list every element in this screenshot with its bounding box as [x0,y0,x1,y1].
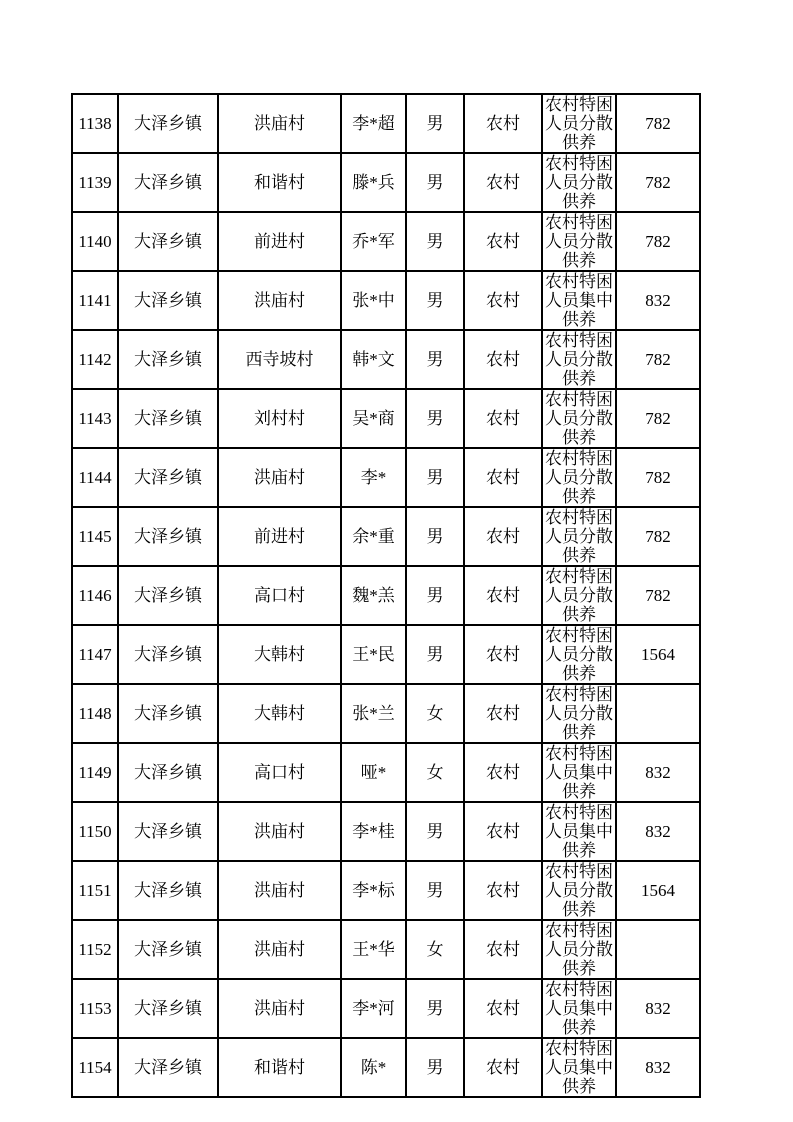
cell-gender: 女 [406,684,464,743]
cell-village-name: 洪庙村 [218,979,341,1038]
cell-person-name: 滕*兵 [341,153,406,212]
cell-subsidy-amount: 832 [616,802,700,861]
cell-person-name: 乔*军 [341,212,406,271]
cell-assistance-category: 农村特困人员集中供养 [542,1038,616,1097]
cell-assistance-category: 农村特困人员分散供养 [542,212,616,271]
cell-town-name: 大泽乡镇 [118,153,218,212]
cell-sequence-number: 1149 [72,743,118,802]
cell-household-region: 农村 [464,212,542,271]
cell-subsidy-amount: 782 [616,153,700,212]
cell-town-name: 大泽乡镇 [118,861,218,920]
cell-sequence-number: 1142 [72,330,118,389]
cell-household-region: 农村 [464,566,542,625]
cell-sequence-number: 1140 [72,212,118,271]
cell-village-name: 前进村 [218,212,341,271]
cell-sequence-number: 1145 [72,507,118,566]
cell-town-name: 大泽乡镇 [118,389,218,448]
cell-household-region: 农村 [464,94,542,153]
cell-gender: 男 [406,625,464,684]
cell-sequence-number: 1146 [72,566,118,625]
cell-town-name: 大泽乡镇 [118,507,218,566]
cell-household-region: 农村 [464,448,542,507]
cell-household-region: 农村 [464,330,542,389]
cell-sequence-number: 1141 [72,271,118,330]
cell-sequence-number: 1152 [72,920,118,979]
table-row [72,743,700,802]
subsidy-table [71,93,701,1098]
cell-assistance-category: 农村特困人员分散供养 [542,94,616,153]
cell-village-name: 西寺坡村 [218,330,341,389]
cell-sequence-number: 1150 [72,802,118,861]
cell-town-name: 大泽乡镇 [118,979,218,1038]
cell-sequence-number: 1139 [72,153,118,212]
cell-town-name: 大泽乡镇 [118,330,218,389]
cell-town-name: 大泽乡镇 [118,1038,218,1097]
cell-gender: 男 [406,448,464,507]
cell-village-name: 洪庙村 [218,920,341,979]
cell-subsidy-amount: 782 [616,448,700,507]
cell-person-name: 李*桂 [341,802,406,861]
cell-sequence-number: 1151 [72,861,118,920]
cell-household-region: 农村 [464,625,542,684]
table-row [72,566,700,625]
cell-gender: 男 [406,212,464,271]
cell-household-region: 农村 [464,743,542,802]
cell-person-name: 李*标 [341,861,406,920]
cell-subsidy-amount: 782 [616,389,700,448]
cell-village-name: 刘村村 [218,389,341,448]
cell-assistance-category: 农村特困人员集中供养 [542,743,616,802]
cell-gender: 男 [406,330,464,389]
cell-household-region: 农村 [464,684,542,743]
cell-assistance-category: 农村特困人员分散供养 [542,684,616,743]
table-row [72,94,700,153]
cell-assistance-category: 农村特困人员分散供养 [542,389,616,448]
cell-village-name: 洪庙村 [218,448,341,507]
cell-village-name: 大韩村 [218,684,341,743]
cell-village-name: 前进村 [218,507,341,566]
table-row [72,861,700,920]
cell-person-name: 王*民 [341,625,406,684]
cell-village-name: 洪庙村 [218,271,341,330]
cell-person-name: 张*兰 [341,684,406,743]
cell-sequence-number: 1144 [72,448,118,507]
cell-sequence-number: 1153 [72,979,118,1038]
cell-subsidy-amount: 832 [616,271,700,330]
cell-subsidy-amount: 782 [616,507,700,566]
cell-assistance-category: 农村特困人员分散供养 [542,448,616,507]
table-row [72,802,700,861]
cell-gender: 男 [406,802,464,861]
cell-town-name: 大泽乡镇 [118,271,218,330]
cell-person-name: 张*中 [341,271,406,330]
cell-gender: 男 [406,507,464,566]
cell-village-name: 洪庙村 [218,94,341,153]
cell-subsidy-amount: 782 [616,566,700,625]
table-row [72,448,700,507]
cell-subsidy-amount [616,920,700,979]
cell-town-name: 大泽乡镇 [118,743,218,802]
cell-household-region: 农村 [464,802,542,861]
cell-household-region: 农村 [464,153,542,212]
cell-sequence-number: 1138 [72,94,118,153]
cell-gender: 男 [406,566,464,625]
table-body [72,94,700,1097]
cell-town-name: 大泽乡镇 [118,684,218,743]
table-row [72,920,700,979]
cell-assistance-category: 农村特困人员分散供养 [542,507,616,566]
cell-village-name: 和谐村 [218,1038,341,1097]
cell-subsidy-amount: 782 [616,330,700,389]
cell-village-name: 高口村 [218,743,341,802]
cell-town-name: 大泽乡镇 [118,566,218,625]
table-row [72,330,700,389]
cell-sequence-number: 1148 [72,684,118,743]
cell-village-name: 和谐村 [218,153,341,212]
cell-gender: 男 [406,861,464,920]
cell-subsidy-amount: 782 [616,94,700,153]
cell-gender: 男 [406,271,464,330]
cell-assistance-category: 农村特困人员分散供养 [542,625,616,684]
cell-subsidy-amount: 1564 [616,861,700,920]
cell-person-name: 余*重 [341,507,406,566]
cell-assistance-category: 农村特困人员分散供养 [542,153,616,212]
table-row [72,271,700,330]
cell-assistance-category: 农村特困人员集中供养 [542,979,616,1038]
cell-gender: 男 [406,94,464,153]
table-row [72,212,700,271]
cell-village-name: 洪庙村 [218,861,341,920]
cell-assistance-category: 农村特困人员集中供养 [542,271,616,330]
cell-household-region: 农村 [464,1038,542,1097]
cell-gender: 男 [406,1038,464,1097]
cell-subsidy-amount: 782 [616,212,700,271]
cell-household-region: 农村 [464,920,542,979]
table-row [72,153,700,212]
cell-gender: 男 [406,389,464,448]
cell-gender: 男 [406,979,464,1038]
table-row [72,1038,700,1097]
cell-sequence-number: 1143 [72,389,118,448]
cell-subsidy-amount [616,684,700,743]
cell-assistance-category: 农村特困人员分散供养 [542,920,616,979]
cell-assistance-category: 农村特困人员分散供养 [542,861,616,920]
table-row [72,979,700,1038]
cell-village-name: 高口村 [218,566,341,625]
cell-assistance-category: 农村特困人员集中供养 [542,802,616,861]
table-row [72,625,700,684]
table-row [72,507,700,566]
cell-sequence-number: 1147 [72,625,118,684]
cell-household-region: 农村 [464,979,542,1038]
table-row [72,389,700,448]
cell-person-name: 吴*商 [341,389,406,448]
cell-person-name: 王*华 [341,920,406,979]
cell-assistance-category: 农村特困人员分散供养 [542,330,616,389]
cell-village-name: 大韩村 [218,625,341,684]
cell-person-name: 魏*羔 [341,566,406,625]
cell-person-name: 李*河 [341,979,406,1038]
cell-gender: 女 [406,920,464,979]
cell-subsidy-amount: 1564 [616,625,700,684]
cell-gender: 女 [406,743,464,802]
cell-household-region: 农村 [464,507,542,566]
cell-person-name: 哑* [341,743,406,802]
cell-subsidy-amount: 832 [616,1038,700,1097]
cell-person-name: 李* [341,448,406,507]
cell-town-name: 大泽乡镇 [118,448,218,507]
cell-town-name: 大泽乡镇 [118,802,218,861]
cell-assistance-category: 农村特困人员分散供养 [542,566,616,625]
cell-household-region: 农村 [464,271,542,330]
cell-subsidy-amount: 832 [616,979,700,1038]
cell-town-name: 大泽乡镇 [118,212,218,271]
cell-subsidy-amount: 832 [616,743,700,802]
cell-gender: 男 [406,153,464,212]
cell-town-name: 大泽乡镇 [118,625,218,684]
cell-town-name: 大泽乡镇 [118,94,218,153]
cell-sequence-number: 1154 [72,1038,118,1097]
cell-person-name: 李*超 [341,94,406,153]
table-row [72,684,700,743]
cell-household-region: 农村 [464,389,542,448]
cell-household-region: 农村 [464,861,542,920]
cell-village-name: 洪庙村 [218,802,341,861]
cell-town-name: 大泽乡镇 [118,920,218,979]
cell-person-name: 陈* [341,1038,406,1097]
cell-person-name: 韩*文 [341,330,406,389]
